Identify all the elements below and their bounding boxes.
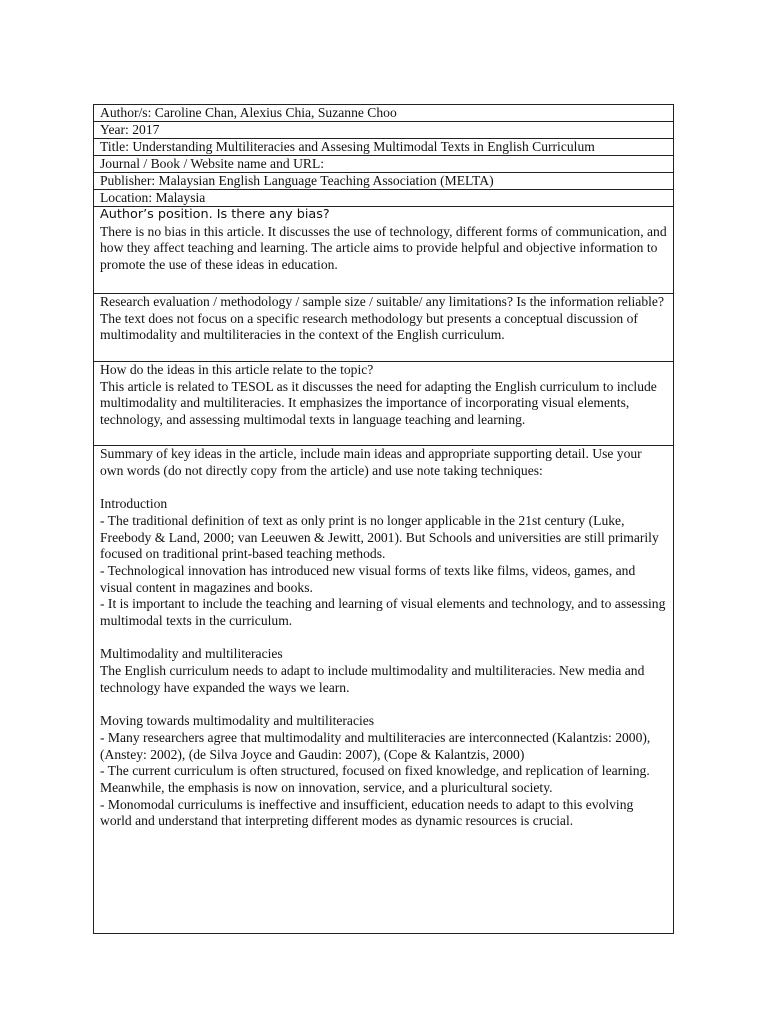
relation-question: How do the ideas in this article relate to the topic?	[100, 362, 374, 377]
title-row	[94, 139, 673, 156]
position-question: Author’s position. Is there any bias?	[100, 207, 330, 222]
evaluation-question: Research evaluation / methodology / sample size / suitable/ any limitations? Is the information reliable?	[100, 294, 664, 309]
moving-point-1: - Many researchers agree that multimodality and multiliteracies are interconnected (Kalantzis: 2000), (Anstey: 2002), (de Silva Joyce and Gaudin: 2007), (Cope & Kalantzis, 2000)	[100, 729, 651, 762]
article-review-table	[93, 104, 674, 934]
location-text: Location: Malaysia	[100, 190, 206, 205]
location-row	[94, 190, 673, 207]
relation-answer: This article is related to TESOL as it discusses the need for adapting the English curriculum to include multimodality and multiliteracies. It emphasizes the importance of incorporating visual elements, technology, and assessing multimodal texts in language teaching and learning.	[100, 378, 657, 428]
year-text: Year: 2017	[100, 122, 160, 137]
intro-point-2: - Technological innovation has introduced new visual forms of texts like films, videos, games, and visual content in magazines and books.	[100, 562, 636, 595]
publisher-text: Publisher: Malaysian English Language Teaching Association (MELTA)	[100, 173, 494, 188]
year-row	[94, 122, 673, 139]
moving-point-2: - The current curriculum is often structured, focused on fixed knowledge, and replication of learning. Meanwhile, the emphasis is now on innovation, service, and a pluricultural society.	[100, 763, 650, 796]
summary-prompt: Summary of key ideas in the article, include main ideas and appropriate supporting detail. Use your own words (do not directly copy from the article) and use note taking techniques:	[100, 446, 642, 478]
intro-heading: Introduction	[100, 496, 168, 512]
multimodality-heading: Multimodality and multiliteracies	[100, 646, 283, 662]
authors-row	[94, 105, 673, 122]
moving-heading: Moving towards multimodality and multiliteracies	[100, 713, 375, 729]
position-answer: There is no bias in this article. It discusses the use of technology, different forms of communication, and how they affect teaching and learning. The article aims to provide helpful and objective information to promote the use of these ideas in education.	[100, 223, 667, 273]
position-row	[94, 207, 673, 294]
journal-row	[94, 156, 673, 173]
authors-text: Author/s: Caroline Chan, Alexius Chia, Suzanne Choo	[100, 105, 397, 120]
intro-point-1: - The traditional definition of text as only print is no longer applicable in the 21st century (Luke, Freebody & Land, 2000; van Leeuwen & Jewitt, 2001). But Schools and universities are still primarily focused on traditional print-based teaching methods.	[100, 512, 659, 562]
journal-text: Journal / Book / Website name and URL:	[100, 156, 325, 171]
summary-row	[94, 446, 673, 830]
evaluation-answer: The text does not focus on a specific research methodology but presents a conceptual discussion of multimodality and multiliteracies in the context of the English curriculum.	[100, 310, 638, 343]
relation-row	[94, 362, 673, 446]
moving-point-3: - Monomodal curriculums is ineffective and insufficient, education needs to adapt to this evolving world and understand that interpreting different modes as dynamic resources is crucial.	[100, 796, 634, 829]
multimodality-point-1: The English curriculum needs to adapt to include multimodality and multiliteracies. New media and technology have expanded the ways we learn.	[100, 663, 645, 695]
publisher-row	[94, 173, 673, 190]
title-text: Title: Understanding Multiliteracies and Assesing Multimodal Texts in English Curriculum	[100, 139, 595, 154]
intro-point-3: - It is important to include the teaching and learning of visual elements and technology, and to assessing multimodal texts in the curriculum.	[100, 596, 666, 629]
evaluation-row	[94, 294, 673, 362]
